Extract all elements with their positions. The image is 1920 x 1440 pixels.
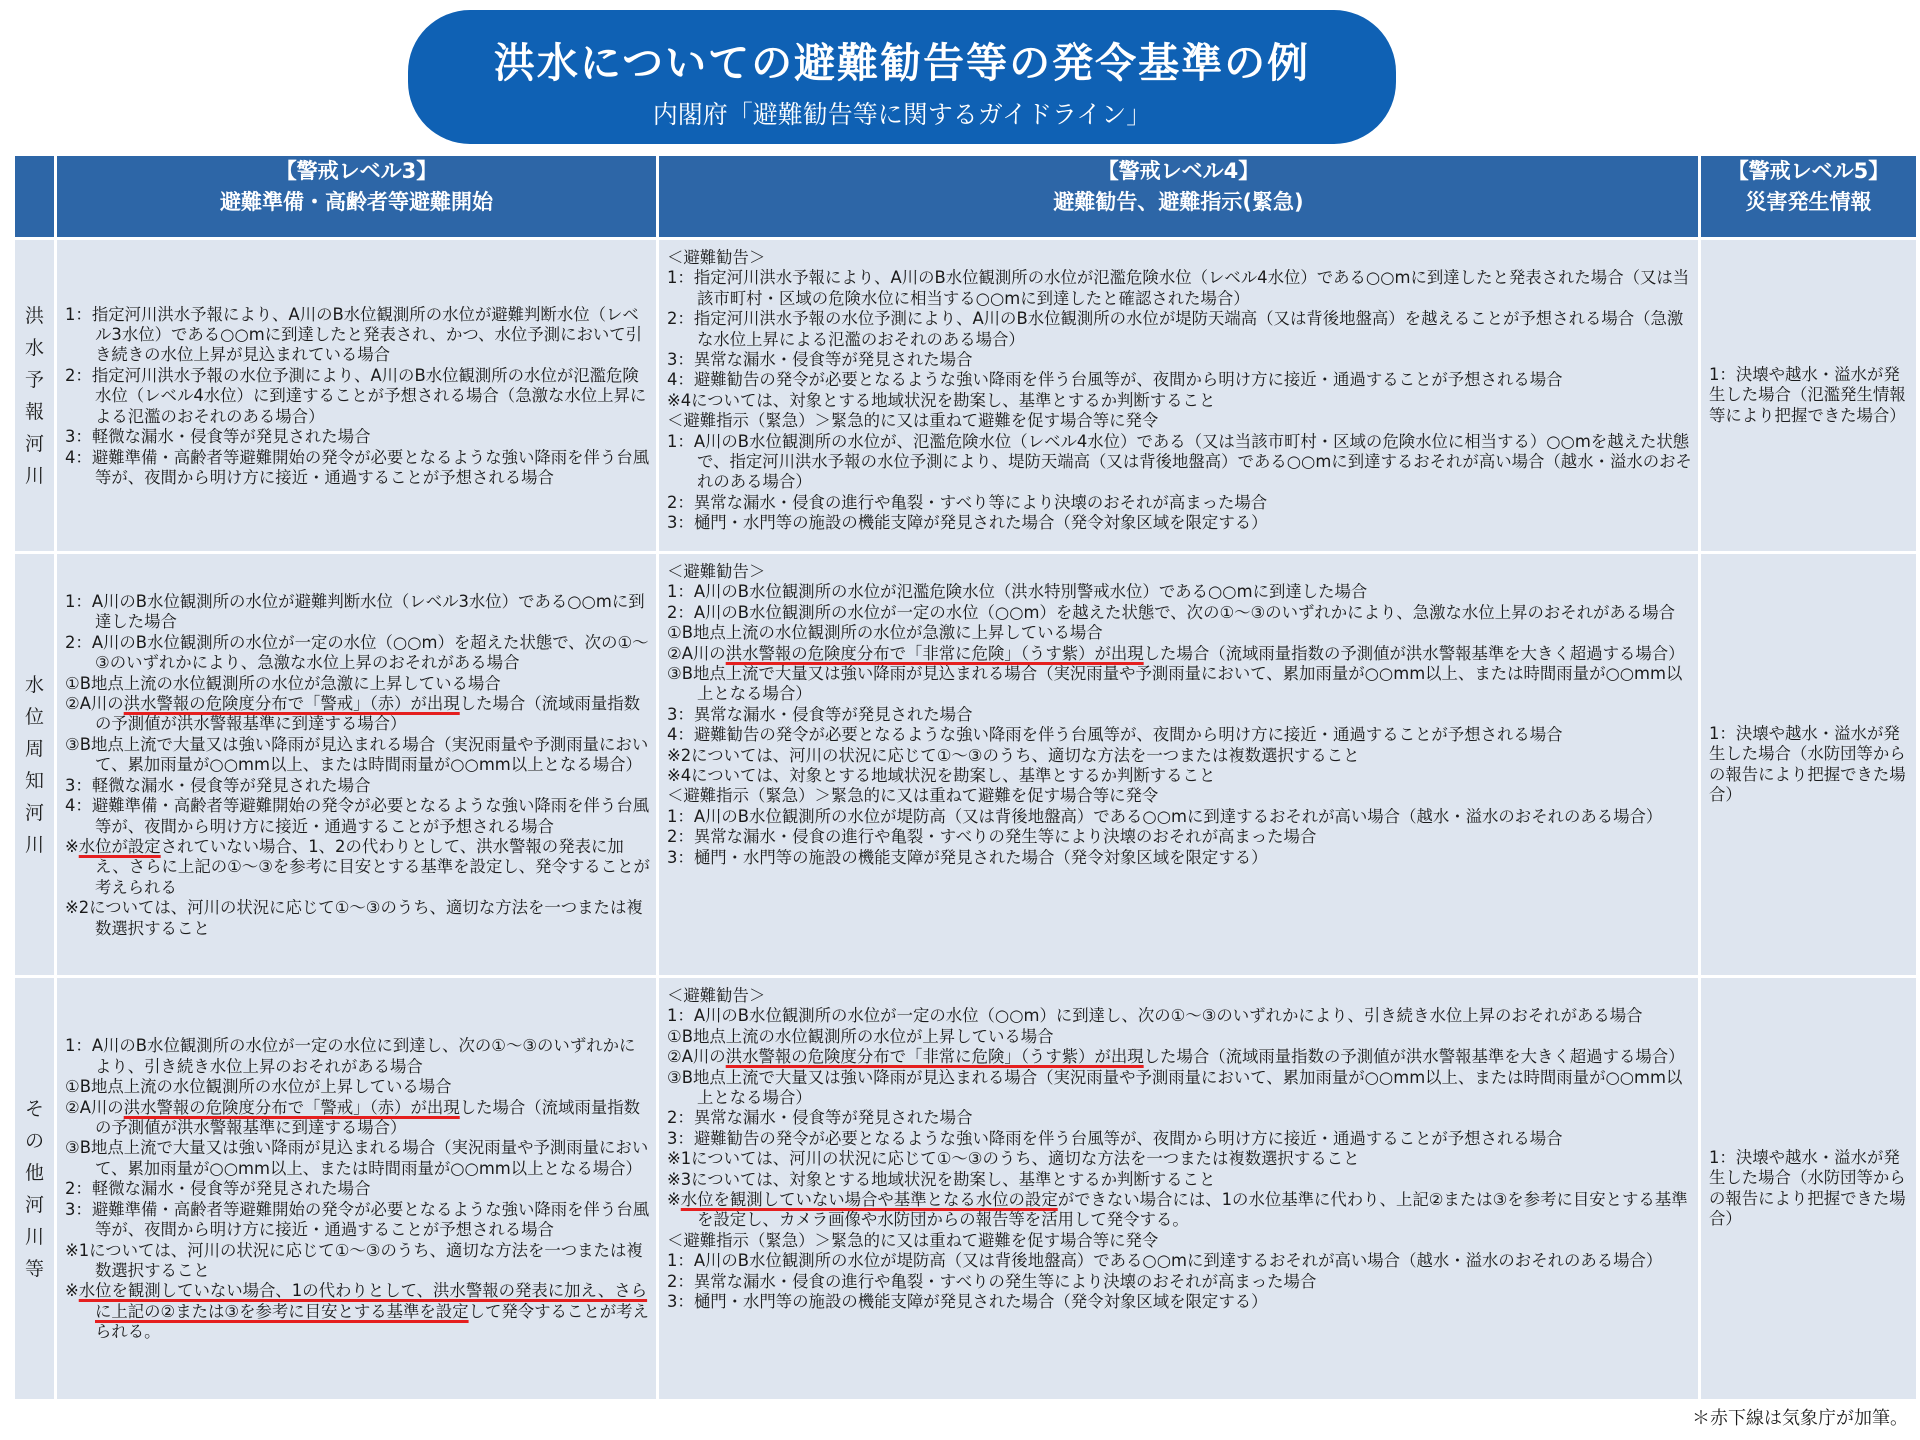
header-level4-label: 避難勧告、避難指示(緊急): [1053, 190, 1304, 214]
row-label: [14, 977, 56, 1401]
row-label-char: 報: [24, 400, 44, 423]
criterion-item: ①B地点上流の水位観測所の水位が上昇している場合: [667, 1026, 1054, 1046]
section-heading: ＜避難勧告＞: [667, 562, 766, 581]
criterion-item: ②A川の洪水警報の危険度分布で「警戒」（赤）が出現した場合（流域雨量指数の予測値が洪水警報基準に到達する場合）: [65, 694, 641, 734]
row-label-char: の: [24, 1129, 44, 1152]
level5-text: 1：決壊や越水・溢水が発生した場合（氾濫発生情報等により把握できた場合）: [1709, 364, 1906, 425]
table-row-forecast-river: [14, 239, 1918, 553]
criterion-item: ※4については、対象とする地域状況を勘案し、基準とするか判断すること: [667, 766, 1216, 786]
row-label-char: 川: [24, 464, 44, 487]
section-heading: ＜避難指示（緊急）＞緊急的に又は重ねて避難を促す場合等に発令: [667, 786, 1159, 806]
row-label-char: 水: [24, 673, 44, 696]
criterion-item: ②A川の洪水警報の危険度分布で「非常に危険」（うす紫）が出現した場合（流域雨量指数の予測値が洪水警報基準を大きく超過する場合）: [667, 643, 1685, 663]
criterion-item: 4：避難準備・高齢者等避難開始の発令が必要となるような強い降雨を伴う台風等が、夜間から明け方に接近・通過することが予想される場合: [65, 447, 650, 487]
row-label-char: 川: [24, 1225, 44, 1248]
criterion-item: 2：指定河川洪水予報の水位予測により、A川のB水位観測所の水位が堤防天端高（又は背後地盤高）を越えることが予想される場合（急激な水位上昇による氾濫のおそれのある場合）: [667, 309, 1684, 349]
level3-cell: [56, 977, 658, 1401]
criterion-item: ※水位が設定されていない場合、1、2の代わりとして、洪水警報の発表に加え、さらに上記の①～③を参考に目安とする基準を設定し、発令することが考えられる: [65, 836, 650, 897]
criterion-item: 1：A川のB水位観測所の水位が避難判断水位（レベル3水位）である○○mに到達した場合: [65, 592, 645, 632]
row-label-char: 周: [24, 737, 44, 760]
criterion-item: 1：A川のB水位観測所の水位が氾濫危険水位（洪水特別警戒水位）である○○mに到達した場合: [667, 582, 1368, 602]
criterion-item: ※2については、河川の状況に応じて①～③のうち、適切な方法を一つまたは複数選択すること: [667, 745, 1360, 765]
criterion-item: 2：指定河川洪水予報の水位予測により、A川のB水位観測所の水位が氾濫危険水位（レベル4水位）に到達することが予想される場合（急激な水位上昇による氾濫のおそれのある場合）: [65, 365, 647, 426]
section-heading: ＜避難勧告＞: [667, 986, 766, 1005]
criterion-item: ※1については、河川の状況に応じて①～③のうち、適切な方法を一つまたは複数選択すること: [667, 1149, 1360, 1169]
row-label: [14, 553, 56, 977]
header-level4-badge: 【警戒レベル4】: [1097, 159, 1260, 183]
level3-cell: [56, 553, 658, 977]
page-title: 洪水についての避難勧告等の発令基準の例: [493, 39, 1311, 87]
level5-text: 1：決壊や越水・溢水が発生した場合（水防団等からの報告により把握できた場合）: [1709, 723, 1906, 804]
criterion-item: ②A川の洪水警報の危険度分布で「警戒」（赤）が出現した場合（流域雨量指数の予測値が洪水警報基準に到達する場合）: [65, 1097, 641, 1138]
level5-text: 1：決壊や越水・溢水が発生した場合（水防団等からの報告により把握できた場合）: [1709, 1147, 1906, 1228]
criterion-item: 3：異常な漏水・侵食等が発見された場合: [667, 350, 973, 370]
criteria-table: [12, 153, 1919, 1402]
criterion-item: 3：避難準備・高齢者等避難開始の発令が必要となるような強い降雨を伴う台風等が、夜間から明け方に接近・通過することが予想される場合: [65, 1199, 650, 1240]
criterion-item: ※3については、対象とする地域状況を勘案し、基準とするか判断すること: [667, 1169, 1216, 1189]
criterion-item: 4：避難勧告の発令が必要となるような強い降雨を伴う台風等が、夜間から明け方に接近・通過することが予想される場合: [667, 725, 1563, 745]
table-row-level-notice-river: [14, 553, 1918, 977]
criterion-item: 2：A川のB水位観測所の水位が一定の水位（○○m）を越えた状態で、次の①～③のいずれかにより、急激な水位上昇のおそれがある場合: [667, 602, 1675, 622]
header-level5-badge: 【警戒レベル5】: [1727, 159, 1890, 183]
criterion-item: 1：指定河川洪水予報により、A川のB水位観測所の水位が氾濫危険水位（レベル4水位）である○○mに到達したと発表された場合（又は当該市町村・区域の危険水位に相当する○○mに到達したと確認された場合）: [667, 268, 1690, 308]
row-label-char: 他: [24, 1161, 44, 1184]
footnote: ＊赤下線は気象庁が加筆。: [1692, 1408, 1908, 1429]
criterion-item: 3：避難勧告の発令が必要となるような強い降雨を伴う台風等が、夜間から明け方に接近・通過することが予想される場合: [667, 1128, 1563, 1148]
section-heading: ＜避難指示（緊急）＞緊急的に又は重ねて避難を促す場合等に発令: [667, 411, 1159, 431]
level5-cell: [1700, 239, 1918, 553]
criterion-item: ①B地点上流の水位観測所の水位が上昇している場合: [65, 1077, 452, 1097]
title-banner: [408, 10, 1396, 144]
criterion-item: ②A川の洪水警報の危険度分布で「非常に危険」（うす紫）が出現した場合（流域雨量指数の予測値が洪水警報基準を大きく超過する場合）: [667, 1047, 1685, 1067]
row-label: [14, 239, 56, 553]
criterion-item: 2：軽微な漏水・侵食等が発見された場合: [65, 1179, 371, 1199]
criterion-item: ①B地点上流の水位観測所の水位が急激に上昇している場合: [667, 623, 1103, 643]
criterion-item: 4：避難準備・高齢者等避難開始の発令が必要となるような強い降雨を伴う台風等が、夜間から明け方に接近・通過することが予想される場合: [65, 796, 650, 836]
row-label-char: 川: [24, 833, 44, 856]
row-label-char: 等: [24, 1257, 44, 1280]
criterion-item: 3：軽微な漏水・侵食等が発見された場合: [65, 775, 371, 795]
row-label-char: 洪: [24, 304, 44, 327]
level4-cell: [658, 553, 1700, 977]
criterion-item: ①B地点上流の水位観測所の水位が急激に上昇している場合: [65, 673, 501, 693]
page-subtitle: 内閣府「避難勧告等に関するガイドライン」: [652, 100, 1152, 129]
header-level3: [56, 155, 658, 239]
level3-cell: [56, 239, 658, 553]
criterion-item: 4：避難勧告の発令が必要となるような強い降雨を伴う台風等が、夜間から明け方に接近・通過することが予想される場合: [667, 370, 1563, 390]
criterion-item: 1：指定河川洪水予報により、A川のB水位観測所の水位が避難判断水位（レベル3水位）である○○mに到達したと発表され、かつ、水位予測において引き続きの水位上昇が見込まれている場合: [65, 304, 643, 365]
criterion-item: ※4については、対象とする地域状況を勘案し、基準とするか判断すること: [667, 390, 1216, 410]
criterion-item: 2：A川のB水位観測所の水位が一定の水位（○○m）を超えた状態で、次の①～③のいずれかにより、急激な水位上昇のおそれがある場合: [65, 632, 649, 673]
level5-cell: [1700, 977, 1918, 1401]
header-level3-badge: 【警戒レベル3】: [275, 159, 438, 183]
criterion-item: 1：A川のB水位観測所の水位が堤防高（又は背後地盤高）である○○mに到達するおそれが高い場合（越水・溢水のおそれのある場合）: [667, 806, 1663, 826]
criterion-item: ③B地点上流で大量又は強い降雨が見込まれる場合（実況雨量や予測雨量において、累加雨量が○○mm以上、または時間雨量が○○mm以上となる場合）: [667, 664, 1683, 704]
criterion-item: ※1については、河川の状況に応じて①～③のうち、適切な方法を一つまたは複数選択すること: [65, 1240, 643, 1280]
header-level5-label: 災害発生情報: [1745, 190, 1872, 214]
row-label-char: 水: [24, 336, 44, 359]
criterion-item: 3：軽微な漏水・侵食等が発見された場合: [65, 427, 371, 447]
criterion-item: 3：樋門・水門等の施設の機能支障が発見された場合（発令対象区域を限定する）: [667, 847, 1268, 867]
criterion-item: 3：異常な漏水・侵食等が発見された場合: [667, 704, 973, 724]
criterion-item: 2：異常な漏水・侵食の進行や亀裂・すべりの発生等により決壊のおそれが高まった場合: [667, 827, 1317, 847]
criterion-item: 2：異常な漏水・侵食の進行や亀裂・すべり等により決壊のおそれが高まった場合: [667, 492, 1268, 512]
criterion-item: ※水位を観測していない場合や基準となる水位の設定ができない場合には、1の水位基準に代わり、上記②または③を参考に目安とする基準を設定し、カメラ画像や水防団からの報告等を活用して発令する。: [667, 1190, 1688, 1230]
criterion-item: ※2については、河川の状況に応じて①～③のうち、適切な方法を一つまたは複数選択すること: [65, 898, 643, 938]
row-label-char: 河: [24, 1193, 44, 1216]
table-row-other-rivers: [14, 977, 1918, 1401]
criterion-item: ③B地点上流で大量又は強い降雨が見込まれる場合（実況雨量や予測雨量において、累加雨量が○○mm以上、または時間雨量が○○mm以上となる場合）: [667, 1067, 1683, 1108]
header-level4: [658, 155, 1700, 239]
row-label-char: 予: [24, 368, 44, 391]
criterion-item: 1：A川のB水位観測所の水位が一定の水位（○○m）に到達し、次の①～③のいずれかにより、引き続き水位上昇のおそれがある場合: [667, 1006, 1643, 1026]
row-label-char: 河: [24, 432, 44, 455]
row-label-char: そ: [24, 1097, 44, 1120]
criterion-item: 2：異常な漏水・侵食等が発見された場合: [667, 1108, 973, 1128]
header-level5: [1700, 155, 1918, 239]
criterion-item: ③B地点上流で大量又は強い降雨が見込まれる場合（実況雨量や予測雨量において、累加雨量が○○mm以上、または時間雨量が○○mm以上となる場合）: [65, 734, 649, 775]
row-label-char: 河: [24, 801, 44, 824]
criterion-item: 1：A川のB水位観測所の水位が堤防高（又は背後地盤高）である○○mに到達するおそれが高い場合（越水・溢水のおそれのある場合）: [667, 1251, 1663, 1271]
criterion-item: 1：A川のB水位観測所の水位が、氾濫危険水位（レベル4水位）である（又は当該市町村・区域の危険水位に相当する）○○mを越えた状態で、指定河川洪水予報の水位予測により、堤防天端高（又は背後地盤高）である○○mに到達するおそれが高い場合（越水・溢水のおそれのある場合）: [667, 431, 1692, 492]
criterion-item: 3：樋門・水門等の施設の機能支障が発見された場合（発令対象区域を限定する）: [667, 513, 1268, 533]
row-label-char: 位: [24, 705, 44, 728]
header-corner: [14, 155, 56, 239]
header-row: [14, 155, 1918, 239]
section-heading: ＜避難指示（緊急）＞緊急的に又は重ねて避難を促す場合等に発令: [667, 1230, 1159, 1250]
criterion-item: ③B地点上流で大量又は強い降雨が見込まれる場合（実況雨量や予測雨量において、累加雨量が○○mm以上、または時間雨量が○○mm以上となる場合）: [65, 1138, 649, 1178]
criterion-item: 2：異常な漏水・侵食の進行や亀裂・すべりの発生等により決壊のおそれが高まった場合: [667, 1271, 1317, 1291]
criterion-item: ※水位を観測していない場合、1の代わりとして、洪水警報の発表に加え、さらに上記の②または③を参考に目安とする基準を設定して発令することが考えられる。: [65, 1281, 649, 1342]
level4-cell: [658, 977, 1700, 1401]
level5-cell: [1700, 553, 1918, 977]
criterion-item: 3：樋門・水門等の施設の機能支障が発見された場合（発令対象区域を限定する）: [667, 1292, 1268, 1312]
section-heading: ＜避難勧告＞: [667, 248, 766, 267]
header-level3-label: 避難準備・高齢者等避難開始: [220, 190, 493, 214]
criterion-item: 1：A川のB水位観測所の水位が一定の水位に到達し、次の①～③のいずれかにより、引き続き水位上昇のおそれがある場合: [65, 1036, 636, 1076]
row-label-char: 知: [24, 769, 44, 792]
level4-cell: [658, 239, 1700, 553]
